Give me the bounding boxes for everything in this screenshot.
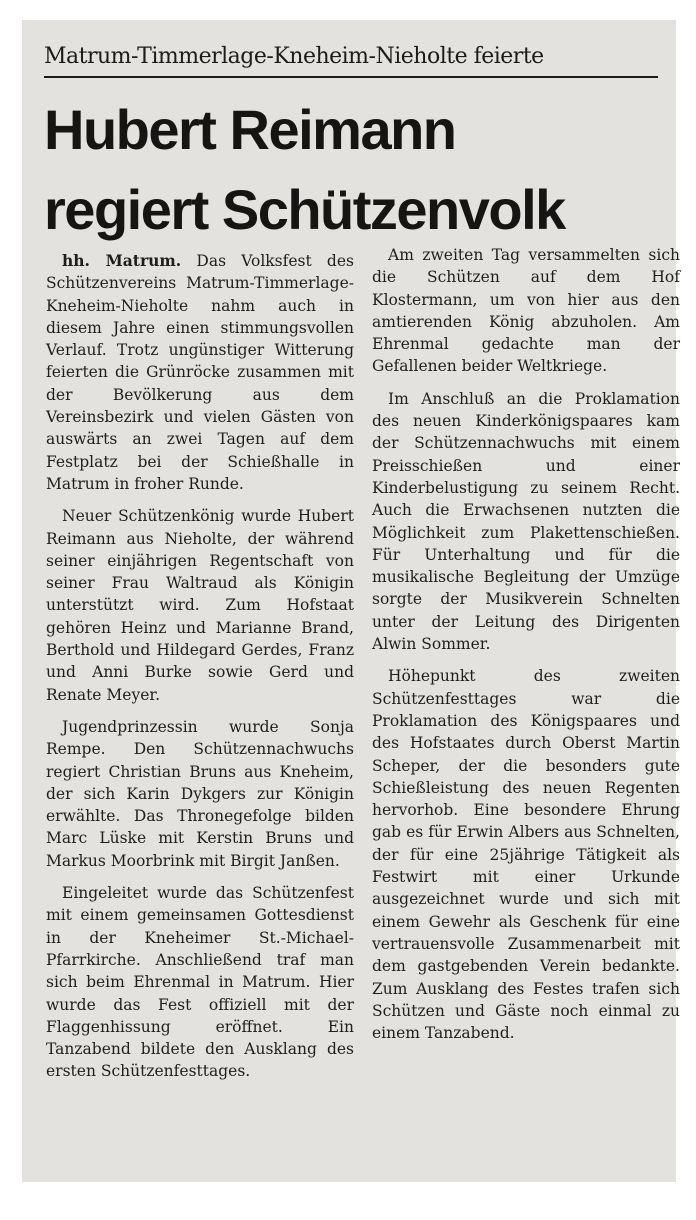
- headline-line-2: regiert Schützenvolk: [44, 178, 565, 241]
- kicker-line: Matrum-Timmerlage-Kneheim-Nieholte feierte: [44, 44, 544, 69]
- newspaper-clipping: [22, 20, 680, 1182]
- paragraph: Im Anschluß an die Proklamation des neuen Kinderkönigspaares kam der Schützennachwuchs mit einem Preisschießen und einer Kinderbelustigung zu seinem Recht. Auch die Erwachsenen nutzten die Möglichkeit zum Plakettenschießen. Für Unterhaltung und für die musikalische Begleitung der Umzüge sorgte der Musikverein Schnelten unter der Leitung des Dirigenten Alwin Sommer.: [372, 389, 680, 654]
- headline: [44, 90, 664, 250]
- paragraph: Jugendprinzessin wurde Sonja Rempe. Den Schützennachwuchs regiert Christian Bruns aus Kneheim, der sich Karin Dykgers zur Königin erwählte. Das Thronegefolge bilden Marc Lüske mit Kerstin Bruns und Markus Moorbrink mit Birgit Janßen.: [46, 717, 354, 870]
- paragraph: Neuer Schützenkönig wurde Hubert Reimann aus Nieholte, der während seiner einjährigen Regentschaft von seiner Frau Waltraud als Königin unterstützt wird. Zum Hofstaat gehören Heinz und Marianne Brand, Berthold und Hildegard Gerdes, Franz und Anni Burke sowie Gerd und Renate Meyer.: [46, 507, 354, 704]
- dateline: hh. Matrum.: [62, 251, 182, 270]
- headline-line-1: Hubert Reimann: [44, 98, 456, 161]
- paragraph-text: Das Volksfest des Schützenvereins Matrum-Timmerlage-Kneheim-Nieholte nahm auch in diesem Jahre einen stimmungsvollen Verlauf. Trotz ungünstiger Witterung feierten die Grünröcke zusammen mit der Bevölkerung aus dem Vereinsbezirk und vielen Gästen von auswärts an zwei Tagen auf dem Festplatz bei der Schießhalle in Matrum in froher Runde.: [46, 252, 354, 493]
- paragraph: [46, 250, 354, 495]
- paragraph: Höhepunkt des zweiten Schützenfesttages war die Proklamation des Königspaares und des Hofstaates durch Oberst Martin Scheper, der die besonders gute Schießleistung des neuen Regenten hervorhob. Eine besondere Ehrung gab es für Erwin Albers aus Schnelten, der für eine 25jährige Tätigkeit als Festwirt mit einer Urkunde ausgezeichnet wurde und sich mit einem Gewehr als Geschenk für eine vertrauensvolle Zusammenarbeit mit dem gastgebenden Verein bedankte. Zum Ausklang des Festes trafen sich Schützen und Gäste noch einmal zu einem Tanzabend.: [372, 667, 680, 1043]
- kicker-rule: [44, 76, 658, 78]
- paragraph: Eingeleitet wurde das Schützenfest mit einem gemeinsamen Gottesdienst in der Kneheimer St.-Michael-Pfarrkirche. Anschließend traf man sich beim Ehrenmal in Matrum. Hier wurde das Fest offiziell mit der Flaggenhissung eröffnet. Ein Tanzabend bildete den Ausklang des ersten Schützenfesttages.: [46, 884, 354, 1081]
- article-column-left: [46, 250, 354, 1093]
- article-column-right: [372, 244, 680, 1054]
- paragraph: Am zweiten Tag versammelten sich die Schützen auf dem Hof Klostermann, um von hier aus den amtierenden König abzuholen. Am Ehrenmal gedachte man der Gefallenen beider Weltkriege.: [372, 246, 680, 376]
